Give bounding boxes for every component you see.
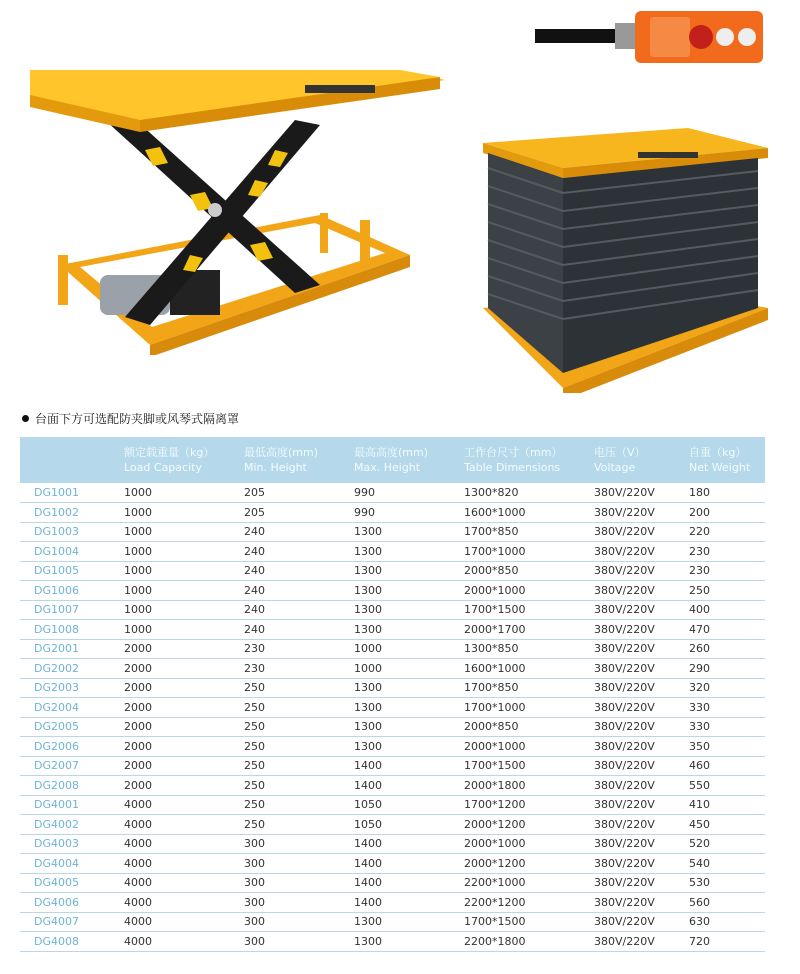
voltage-cell: 380V/220V (594, 798, 655, 812)
load-capacity-cell: 1000 (124, 603, 152, 617)
max-height-cell: 1400 (354, 895, 382, 909)
min-height-cell: 230 (244, 661, 265, 675)
bellows-lift-photo (458, 108, 773, 393)
model-cell: DG2005 (34, 720, 79, 734)
model-cell: DG4006 (34, 895, 79, 909)
dimensions-cell: 1600*1000 (464, 661, 526, 675)
dimensions-cell: 1700*1500 (464, 759, 526, 773)
table-row (20, 854, 765, 874)
option-note-text: 台面下方可选配防夹脚或风琴式隔离罩 (35, 412, 240, 426)
min-height-cell: 240 (244, 603, 265, 617)
spec-table (20, 437, 765, 952)
dimensions-cell: 2200*1800 (464, 934, 526, 948)
max-height-cell: 990 (354, 486, 375, 499)
model-cell: DG4001 (34, 798, 79, 812)
load-capacity-cell: 1000 (124, 486, 152, 499)
max-height-cell: 1300 (354, 700, 382, 714)
header-table-dimensions: 工作台尺寸（mm） Table Dimensions (464, 446, 563, 474)
voltage-cell: 380V/220V (594, 739, 655, 753)
model-cell: DG1001 (34, 486, 79, 499)
table-row (20, 639, 765, 659)
voltage-cell: 380V/220V (594, 759, 655, 773)
min-height-cell: 250 (244, 798, 265, 812)
load-capacity-cell: 4000 (124, 915, 152, 929)
dimensions-cell: 2000*1000 (464, 739, 526, 753)
dimensions-cell: 1600*1000 (464, 505, 526, 519)
model-cell: DG4004 (34, 856, 79, 870)
model-cell: DG2003 (34, 681, 79, 695)
model-cell: DG2008 (34, 778, 79, 792)
spec-table-container (20, 437, 765, 952)
max-height-cell: 1400 (354, 856, 382, 870)
table-row (20, 620, 765, 640)
max-height-cell: 1000 (354, 642, 382, 656)
net-weight-cell: 400 (689, 603, 710, 617)
dimensions-cell: 1700*850 (464, 681, 519, 695)
net-weight-cell: 560 (689, 895, 710, 909)
load-capacity-cell: 4000 (124, 817, 152, 831)
dimensions-cell: 2000*1000 (464, 583, 526, 597)
load-capacity-cell: 2000 (124, 720, 152, 734)
net-weight-cell: 180 (689, 486, 710, 499)
net-weight-cell: 550 (689, 778, 710, 792)
voltage-cell: 380V/220V (594, 895, 655, 909)
dimensions-cell: 2000*1700 (464, 622, 526, 636)
voltage-cell: 380V/220V (594, 661, 655, 675)
model-cell: DG2002 (34, 661, 79, 675)
net-weight-cell: 320 (689, 681, 710, 695)
load-capacity-cell: 2000 (124, 778, 152, 792)
header-voltage: 电压（V） Voltage (594, 446, 646, 474)
load-capacity-cell: 4000 (124, 856, 152, 870)
min-height-cell: 250 (244, 778, 265, 792)
product-photos (0, 0, 800, 405)
header-max-height: 最高高度(mm) Max. Height (354, 446, 429, 474)
net-weight-cell: 720 (689, 934, 710, 948)
dimensions-cell: 1700*1000 (464, 700, 526, 714)
table-row (20, 717, 765, 737)
dimensions-cell: 2000*1000 (464, 837, 526, 851)
dimensions-cell: 1300*820 (464, 486, 519, 499)
min-height-cell: 250 (244, 700, 265, 714)
load-capacity-cell: 4000 (124, 798, 152, 812)
model-cell: DG2006 (34, 739, 79, 753)
dimensions-cell: 2000*1200 (464, 817, 526, 831)
net-weight-cell: 630 (689, 915, 710, 929)
max-height-cell: 1300 (354, 622, 382, 636)
model-cell: DG4007 (34, 915, 79, 929)
net-weight-cell: 520 (689, 837, 710, 851)
max-height-cell: 1400 (354, 876, 382, 890)
min-height-cell: 230 (244, 642, 265, 656)
header-net-weight: 自重（kg） Net Weight (689, 446, 751, 474)
max-height-cell: 1050 (354, 798, 382, 812)
header-model (20, 437, 120, 483)
min-height-cell: 300 (244, 895, 265, 909)
min-height-cell: 300 (244, 915, 265, 929)
voltage-cell: 380V/220V (594, 622, 655, 636)
table-row (20, 893, 765, 913)
table-row (20, 737, 765, 757)
net-weight-cell: 230 (689, 544, 710, 558)
remote-control-photo (535, 5, 765, 67)
min-height-cell: 240 (244, 564, 265, 578)
min-height-cell: 250 (244, 739, 265, 753)
dimensions-cell: 1300*850 (464, 642, 519, 656)
load-capacity-cell: 1000 (124, 505, 152, 519)
min-height-cell: 300 (244, 837, 265, 851)
scissor-lift-photo (20, 55, 450, 355)
net-weight-cell: 540 (689, 856, 710, 870)
voltage-cell: 380V/220V (594, 603, 655, 617)
max-height-cell: 1000 (354, 661, 382, 675)
table-row (20, 600, 765, 620)
voltage-cell: 380V/220V (594, 837, 655, 851)
net-weight-cell: 220 (689, 525, 710, 539)
load-capacity-cell: 2000 (124, 700, 152, 714)
table-row (20, 776, 765, 796)
voltage-cell: 380V/220V (594, 564, 655, 578)
table-row (20, 542, 765, 562)
voltage-cell: 380V/220V (594, 778, 655, 792)
net-weight-cell: 530 (689, 876, 710, 890)
net-weight-cell: 290 (689, 661, 710, 675)
max-height-cell: 1300 (354, 934, 382, 948)
max-height-cell: 1300 (354, 915, 382, 929)
load-capacity-cell: 4000 (124, 837, 152, 851)
load-capacity-cell: 2000 (124, 739, 152, 753)
load-capacity-cell: 2000 (124, 642, 152, 656)
voltage-cell: 380V/220V (594, 583, 655, 597)
model-cell: DG4005 (34, 876, 79, 890)
net-weight-cell: 330 (689, 720, 710, 734)
max-height-cell: 1400 (354, 778, 382, 792)
dimensions-cell: 2200*1200 (464, 895, 526, 909)
net-weight-cell: 350 (689, 739, 710, 753)
model-cell: DG2004 (34, 700, 79, 714)
net-weight-cell: 200 (689, 505, 710, 519)
model-cell: DG1007 (34, 603, 79, 617)
load-capacity-cell: 1000 (124, 564, 152, 578)
voltage-cell: 380V/220V (594, 505, 655, 519)
dimensions-cell: 2000*1200 (464, 856, 526, 870)
bullet-icon (22, 415, 29, 422)
dimensions-cell: 1700*1500 (464, 915, 526, 929)
table-row (20, 698, 765, 718)
max-height-cell: 1050 (354, 817, 382, 831)
table-row (20, 659, 765, 679)
model-cell: DG1006 (34, 583, 79, 597)
net-weight-cell: 230 (689, 564, 710, 578)
model-cell: DG2001 (34, 642, 79, 656)
voltage-cell: 380V/220V (594, 544, 655, 558)
min-height-cell: 300 (244, 876, 265, 890)
dimensions-cell: 1700*850 (464, 525, 519, 539)
load-capacity-cell: 4000 (124, 934, 152, 948)
net-weight-cell: 330 (689, 700, 710, 714)
max-height-cell: 1300 (354, 544, 382, 558)
table-row (20, 932, 765, 952)
table-row (20, 834, 765, 854)
load-capacity-cell: 2000 (124, 661, 152, 675)
model-cell: DG1008 (34, 622, 79, 636)
table-row (20, 795, 765, 815)
load-capacity-cell: 1000 (124, 622, 152, 636)
table-row (20, 483, 765, 503)
model-cell: DG1004 (34, 544, 79, 558)
voltage-cell: 380V/220V (594, 642, 655, 656)
voltage-cell: 380V/220V (594, 700, 655, 714)
table-row (20, 912, 765, 932)
header-load-capacity: 额定载重量（kg） Load Capacity (124, 446, 215, 474)
load-capacity-cell: 2000 (124, 759, 152, 773)
min-height-cell: 240 (244, 525, 265, 539)
voltage-cell: 380V/220V (594, 720, 655, 734)
net-weight-cell: 470 (689, 622, 710, 636)
header-min-height: 最低高度(mm) Min. Height (244, 446, 319, 474)
dimensions-cell: 1700*1500 (464, 603, 526, 617)
voltage-cell: 380V/220V (594, 856, 655, 870)
max-height-cell: 1300 (354, 525, 382, 539)
table-header-row (20, 437, 765, 483)
max-height-cell: 990 (354, 505, 375, 519)
table-row (20, 873, 765, 893)
voltage-cell: 380V/220V (594, 486, 655, 499)
model-cell: DG1005 (34, 564, 79, 578)
voltage-cell: 380V/220V (594, 681, 655, 695)
table-row (20, 561, 765, 581)
load-capacity-cell: 1000 (124, 544, 152, 558)
load-capacity-cell: 4000 (124, 876, 152, 890)
min-height-cell: 300 (244, 856, 265, 870)
dimensions-cell: 2000*1800 (464, 778, 526, 792)
max-height-cell: 1300 (354, 603, 382, 617)
net-weight-cell: 460 (689, 759, 710, 773)
load-capacity-cell: 4000 (124, 895, 152, 909)
table-row (20, 522, 765, 542)
voltage-cell: 380V/220V (594, 934, 655, 948)
dimensions-cell: 1700*1200 (464, 798, 526, 812)
min-height-cell: 205 (244, 505, 265, 519)
model-cell: DG1003 (34, 525, 79, 539)
table-row (20, 756, 765, 776)
model-cell: DG1002 (34, 505, 79, 519)
min-height-cell: 205 (244, 486, 265, 499)
max-height-cell: 1300 (354, 739, 382, 753)
model-cell: DG4002 (34, 817, 79, 831)
option-note (22, 410, 239, 427)
max-height-cell: 1400 (354, 759, 382, 773)
min-height-cell: 250 (244, 817, 265, 831)
dimensions-cell: 2000*850 (464, 720, 519, 734)
voltage-cell: 380V/220V (594, 915, 655, 929)
max-height-cell: 1300 (354, 564, 382, 578)
min-height-cell: 240 (244, 544, 265, 558)
min-height-cell: 250 (244, 720, 265, 734)
min-height-cell: 250 (244, 759, 265, 773)
max-height-cell: 1300 (354, 583, 382, 597)
net-weight-cell: 250 (689, 583, 710, 597)
model-cell: DG4003 (34, 837, 79, 851)
dimensions-cell: 2200*1000 (464, 876, 526, 890)
load-capacity-cell: 1000 (124, 583, 152, 597)
load-capacity-cell: 2000 (124, 681, 152, 695)
model-cell: DG2007 (34, 759, 79, 773)
table-row (20, 503, 765, 523)
net-weight-cell: 260 (689, 642, 710, 656)
net-weight-cell: 410 (689, 798, 710, 812)
min-height-cell: 240 (244, 622, 265, 636)
table-row (20, 581, 765, 601)
load-capacity-cell: 1000 (124, 525, 152, 539)
model-cell: DG4008 (34, 934, 79, 948)
net-weight-cell: 450 (689, 817, 710, 831)
table-row (20, 815, 765, 835)
min-height-cell: 300 (244, 934, 265, 948)
dimensions-cell: 1700*1000 (464, 544, 526, 558)
dimensions-cell: 2000*850 (464, 564, 519, 578)
max-height-cell: 1400 (354, 837, 382, 851)
max-height-cell: 1300 (354, 720, 382, 734)
voltage-cell: 380V/220V (594, 817, 655, 831)
min-height-cell: 250 (244, 681, 265, 695)
min-height-cell: 240 (244, 583, 265, 597)
max-height-cell: 1300 (354, 681, 382, 695)
voltage-cell: 380V/220V (594, 876, 655, 890)
table-row (20, 678, 765, 698)
voltage-cell: 380V/220V (594, 525, 655, 539)
